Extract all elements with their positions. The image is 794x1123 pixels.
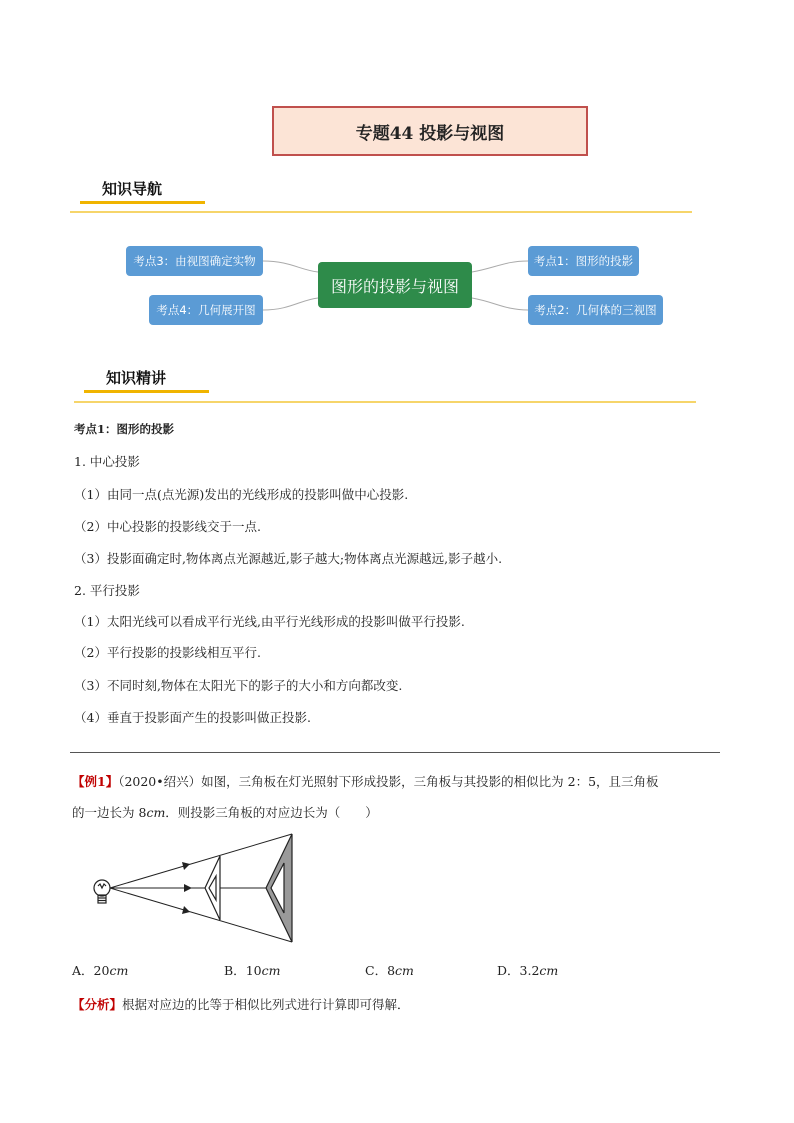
section-divider (70, 752, 720, 753)
option-c: C．8cm (365, 963, 414, 978)
mindmap-node-kaodian2: 考点2：几何体的三视图 (528, 295, 663, 325)
projection-figure (86, 832, 300, 944)
mindmap-node-kaodian3: 考点3：由视图确定实物 (126, 246, 263, 276)
kaodian-title: 考点1：图形的投影 (74, 422, 175, 436)
mindmap-node-kaodian1: 考点1：图形的投影 (528, 246, 639, 276)
example-question-line1 (72, 772, 659, 790)
analysis-text: 根据对应边的比等于相似比列式进行计算即可得解． (122, 997, 410, 1012)
content-line: （2）中心投影的投影线交于一点. (74, 519, 261, 534)
content-line: （3）不同时刻,物体在太阳光下的影子的大小和方向都改变. (74, 678, 403, 693)
mindmap-node-kaodian4: 考点4：几何展开图 (149, 295, 263, 325)
example-question-line2: 的一边长为 8cm．则投影三角板的对应边长为（ ） (72, 805, 378, 820)
lamp-icon (94, 880, 110, 903)
analysis-label: 【分析】 (72, 997, 123, 1012)
option-b: B．10cm (224, 963, 281, 978)
mindmap-center: 图形的投影与视图 (318, 262, 472, 308)
section-underline (84, 390, 209, 393)
option-d: D．3.2cm (497, 963, 559, 978)
content-line: （1）由同一点(点光源)发出的光线形成的投影叫做中心投影. (74, 487, 409, 502)
page-title: 专题44 投影与视图 (272, 106, 588, 156)
content-line: 1. 中心投影 (74, 454, 140, 469)
section-rule (74, 401, 696, 403)
section-heading-navigation: 知识导航 (102, 180, 163, 198)
content-line: 2. 平行投影 (74, 583, 140, 598)
content-line: （2）平行投影的投影线相互平行. (74, 645, 261, 660)
section-heading-knowledge: 知识精讲 (106, 369, 167, 387)
content-line: （4）垂直于投影面产生的投影叫做正投影. (74, 710, 311, 725)
option-a: A．20cm (72, 963, 129, 978)
example-analysis (72, 995, 410, 1013)
example-text: （2020•绍兴）如图，三角板在灯光照射下形成投影，三角板与其投影的相似比为 2：5，且三角板 (118, 774, 659, 789)
content-line: （1）太阳光线可以看成平行光线,由平行光线形成的投影叫做平行投影. (74, 614, 465, 629)
example-label: 【例1】 (72, 774, 119, 789)
content-line: （3）投影面确定时,物体离点光源越近,影子越大;物体离点光源越远,影子越小. (74, 551, 503, 566)
